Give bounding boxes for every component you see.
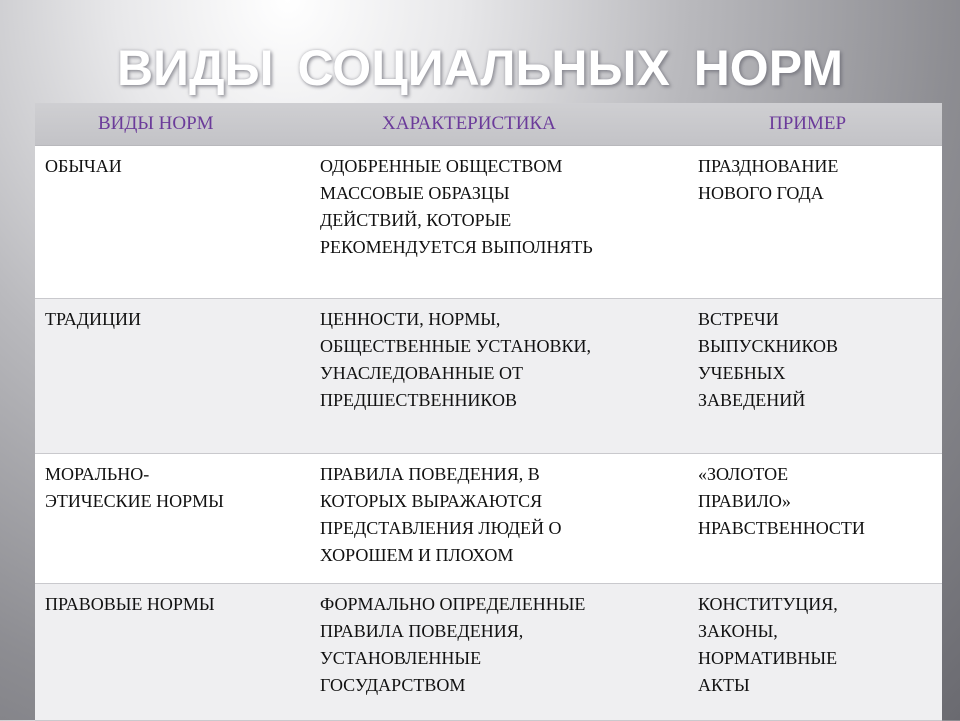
- cell-example: [690, 584, 942, 721]
- cell-example-line: ЗАКОНЫ,: [698, 621, 778, 641]
- cell-characteristic-line: КОТОРЫХ ВЫРАЖАЮТСЯ: [320, 491, 543, 511]
- cell-characteristic: [312, 299, 690, 454]
- table-row: [35, 146, 942, 299]
- cell-characteristic-line: ФОРМАЛЬНО ОПРЕДЕЛЕННЫЕ: [320, 594, 586, 614]
- norms-table: [35, 103, 942, 721]
- header-example-label: ПРИМЕР: [769, 113, 847, 134]
- cell-norm-type-line: ОБЫЧАИ: [45, 156, 122, 176]
- cell-characteristic: [312, 454, 690, 584]
- cell-characteristic-line: МАССОВЫЕ ОБРАЗЦЫ: [320, 183, 510, 203]
- slide-title: ВИДЫ СОЦИАЛЬНЫХ НОРМ: [116, 40, 844, 96]
- cell-characteristic-line: ПРАВИЛА ПОВЕДЕНИЯ,: [320, 621, 524, 641]
- cell-characteristic-line: ПРЕДСТАВЛЕНИЯ ЛЮДЕЙ О: [320, 518, 562, 538]
- cell-norm-type: [35, 454, 312, 584]
- cell-example-line: АКТЫ: [698, 675, 750, 695]
- cell-characteristic-line: УСТАНОВЛЕННЫЕ: [320, 648, 482, 668]
- cell-characteristic-line: ЦЕННОСТИ, НОРМЫ,: [320, 309, 501, 329]
- cell-example-line: НОВОГО ГОДА: [698, 183, 824, 203]
- cell-example-line: ПРАВИЛО»: [698, 491, 791, 511]
- norms-table-container: [35, 103, 942, 720]
- cell-example-line: КОНСТИТУЦИЯ,: [698, 594, 838, 614]
- header-characteristic: [312, 103, 690, 146]
- cell-example-line: «ЗОЛОТОЕ: [698, 464, 789, 484]
- cell-example-line: ПРАЗДНОВАНИЕ: [698, 156, 839, 176]
- header-types-label: ВИДЫ НОРМ: [98, 113, 214, 134]
- cell-characteristic-line: ПРАВИЛА ПОВЕДЕНИЯ, В: [320, 464, 540, 484]
- cell-example: [690, 454, 942, 584]
- cell-characteristic-line: ДЕЙСТВИЙ, КОТОРЫЕ: [320, 210, 512, 230]
- table-row: [35, 454, 942, 584]
- cell-characteristic-line: ОБЩЕСТВЕННЫЕ УСТАНОВКИ,: [320, 336, 592, 356]
- cell-example: [690, 146, 942, 299]
- cell-norm-type: [35, 299, 312, 454]
- cell-norm-type-line: ЭТИЧЕСКИЕ НОРМЫ: [45, 491, 224, 511]
- cell-characteristic-line: ОДОБРЕННЫЕ ОБЩЕСТВОМ: [320, 156, 563, 176]
- cell-norm-type-line: ТРАДИЦИИ: [45, 309, 141, 329]
- header-types: [35, 103, 312, 146]
- cell-norm-type: [35, 146, 312, 299]
- cell-characteristic-line: ПРЕДШЕСТВЕННИКОВ: [320, 390, 517, 410]
- table-header-row: [35, 103, 942, 146]
- cell-norm-type-line: МОРАЛЬНО-: [45, 464, 150, 484]
- cell-example-line: ВЫПУСКНИКОВ: [698, 336, 839, 356]
- cell-example: [690, 299, 942, 454]
- cell-example-line: ВСТРЕЧИ: [698, 309, 779, 329]
- cell-example-line: НОРМАТИВНЫЕ: [698, 648, 838, 668]
- cell-example-line: УЧЕБНЫХ: [698, 363, 786, 383]
- cell-characteristic-line: ГОСУДАРСТВОМ: [320, 675, 466, 695]
- cell-norm-type-line: ПРАВОВЫЕ НОРМЫ: [45, 594, 215, 614]
- cell-characteristic-line: ХОРОШЕМ И ПЛОХОМ: [320, 545, 514, 565]
- cell-characteristic: [312, 584, 690, 721]
- cell-example-line: НРАВСТВЕННОСТИ: [698, 518, 865, 538]
- table-row: [35, 299, 942, 454]
- cell-norm-type: [35, 584, 312, 721]
- header-characteristic-label: ХАРАКТЕРИСТИКА: [382, 113, 556, 134]
- table-row: [35, 584, 942, 721]
- cell-example-line: ЗАВЕДЕНИЙ: [698, 390, 806, 410]
- cell-characteristic: [312, 146, 690, 299]
- cell-characteristic-line: УНАСЛЕДОВАННЫЕ ОТ: [320, 363, 523, 383]
- cell-characteristic-line: РЕКОМЕНДУЕТСЯ ВЫПОЛНЯТЬ: [320, 237, 593, 257]
- header-example: [690, 103, 942, 146]
